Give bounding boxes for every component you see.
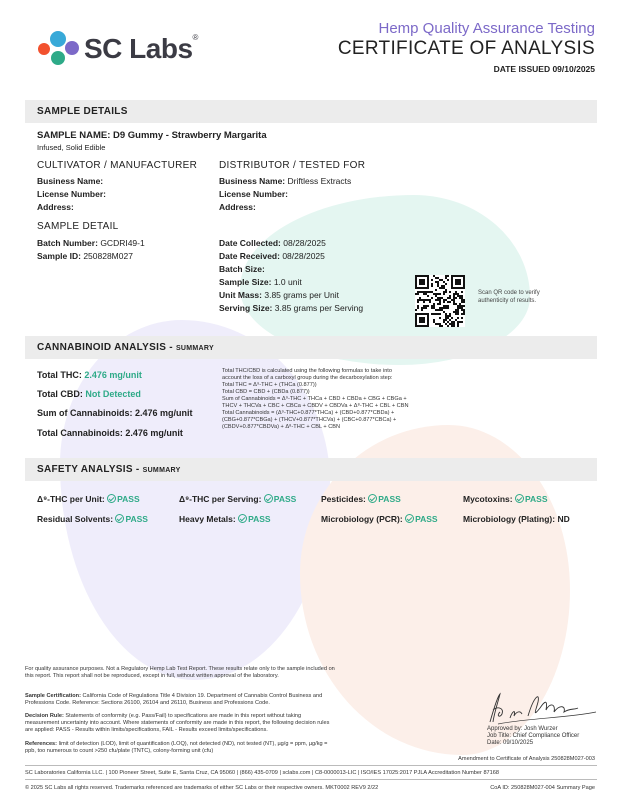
qr-code-pattern — [415, 275, 465, 327]
sample-detail-heading: SAMPLE DETAIL — [37, 221, 119, 232]
cannabinoid-formulas — [222, 368, 447, 431]
cannabinoid-band: CANNABINOID ANALYSIS - SUMMARY — [25, 336, 597, 359]
formula-line: (CBG+0.877*CBGa) + (THCV+0.877*THCVa) + (CBC+0.877*CBCa) + — [222, 417, 397, 423]
decision-rule: Decision Rule: Statements of conformity (e.g. Pass/Fail) to specifications are made in this report without taking measurement uncertainty into account. Where statements of conformity are made in this report, the following decision rules are applied: PASS - Results within limits/specifications, FAIL - Results exceed limits/specifications. — [25, 713, 330, 734]
formula-line: (CBDV+0.877*CBDVa) + Δ⁸-THC + CBL + CBN — [222, 424, 341, 430]
qr-verify-note: Scan QR code to verify authenticity of results. — [478, 290, 540, 304]
sc-labs-logo-mark — [36, 25, 82, 71]
signature-image — [478, 688, 608, 728]
sum-of-cannabinoids: Sum of Cannabinoids: 2.476 mg/unit — [37, 408, 193, 418]
signature-date: Date: 09/10/2025 — [487, 740, 534, 746]
cultivator-license: License Number: — [37, 189, 106, 199]
safety-pesticides: Pesticides: PASS — [321, 494, 401, 504]
safety-heavy-metals: Heavy Metals: PASS — [179, 514, 271, 524]
cultivator-business-name: Business Name: — [37, 176, 104, 186]
check-icon — [115, 514, 124, 523]
amendment-note: Amendment to Certificate of Analysis 250828M027-003 — [458, 756, 595, 762]
footer-divider — [25, 765, 597, 766]
document-header — [338, 20, 595, 74]
distributor-business-name: Business Name: Driftless Extracts — [219, 176, 352, 186]
date-issued: DATE ISSUED 09/10/2025 — [493, 64, 595, 74]
batch-size: Batch Size: — [219, 264, 265, 274]
sc-labs-logo — [36, 25, 206, 75]
logo-wordmark: SC Labs® — [84, 33, 198, 64]
batch-number: Batch Number: GCDRI49-1 — [37, 238, 145, 248]
total-cbd: Total CBD: Not Detected — [37, 389, 141, 399]
formula-line: Sum of Cannabinoids = Δ⁹-THC + THCa + CBD + CBDa + CBG + CBGa + — [222, 396, 407, 402]
copyright-line: © 2025 SC Labs all rights reserved. Trademarks referenced are trademarks of either SC Labs or their respective owners. MKT0002 REV9 2/22 — [25, 785, 379, 791]
unit-mass: Unit Mass: 3.85 grams per Unit — [219, 290, 340, 300]
document-subtitle: Hemp Quality Assurance Testing — [378, 20, 595, 37]
formula-line: Total THC/CBD is calculated using the following formulas to take into — [222, 368, 392, 374]
sample-id: Sample ID: 250828M027 — [37, 251, 133, 261]
safety-thc-per-serving: Δ⁹-THC per Serving: PASS — [179, 494, 297, 504]
date-received: Date Received: 08/28/2025 — [219, 251, 325, 261]
sample-details-band: SAMPLE DETAILS — [25, 100, 597, 123]
cultivator-heading: CULTIVATOR / MANUFACTURER — [37, 160, 198, 171]
total-thc: Total THC: 2.476 mg/unit — [37, 370, 142, 380]
qr-code[interactable] — [415, 275, 465, 327]
safety-band: SAFETY ANALYSIS - SUMMARY — [25, 458, 597, 481]
safety-residual-solvents: Residual Solvents: PASS — [37, 514, 148, 524]
safety-microbiology-pcr: Microbiology (PCR): PASS — [321, 514, 438, 524]
references: References: limit of detection (LOD), limit of quantification (LOQ), not detected (ND), not tested (NT), µg/g = ppm, µg/kg = ppb, too numerous to count >250 cfu/plate (TNTC), colony-forming unit (cfu) — [25, 741, 328, 755]
date-collected: Date Collected: 08/28/2025 — [219, 238, 326, 248]
cultivator-address: Address: — [37, 202, 74, 212]
check-icon — [368, 494, 377, 503]
formula-line: Total Cannabinoids = (Δ⁹-THC+0.877*THCa) + (CBD+0.877*CBDa) + — [222, 410, 395, 416]
lab-address-line: SC Laboratories California LLC. | 100 Pioneer Street, Suite E, Santa Cruz, CA 95060 | (866) 435-0709 | sclabs.com | C8-0000013-LIC | ISO/IES 17025:2017 PJLA Accreditation Number 87168 — [25, 770, 499, 776]
disclaimer: For quality assurance purposes. Not a Regulatory Hemp Lab Test Report. These results relate only to the sample included on this report. This report shall not be reproduced, except in full, without written approval of the laboratory. — [25, 666, 335, 680]
sample-name: SAMPLE NAME: D9 Gummy - Strawberry Margarita — [37, 130, 267, 141]
approved-by: Approved by: Josh Wurzer — [487, 726, 558, 732]
document-title: CERTIFICATE OF ANALYSIS — [337, 38, 595, 59]
check-icon — [405, 514, 414, 523]
serving-size: Serving Size: 3.85 grams per Serving — [219, 303, 364, 313]
total-cannabinoids: Total Cannabinoids: 2.476 mg/unit — [37, 428, 183, 438]
distributor-address: Address: — [219, 202, 256, 212]
safety-microbiology-plating: Microbiology (Plating): ND — [463, 514, 570, 524]
distributor-heading: DISTRIBUTOR / TESTED FOR — [219, 160, 366, 171]
check-icon — [264, 494, 273, 503]
distributor-license: License Number: — [219, 189, 288, 199]
formula-line: Total THC = Δ⁹-THC + (THCa (0.877)) — [222, 382, 317, 388]
formula-line: THCV + THCVa + CBC + CBCa + CBDV + CBDVa + Δ⁸-THC + CBL + CBN — [222, 403, 409, 409]
coa-id: CoA ID: 250828M027-004 Summary Page — [490, 785, 595, 791]
check-icon — [515, 494, 524, 503]
formula-line: Total CBD = CBD + (CBDa (0.877)) — [222, 389, 310, 395]
sample-size: Sample Size: 1.0 unit — [219, 277, 302, 287]
safety-mycotoxins: Mycotoxins: PASS — [463, 494, 548, 504]
signature-block — [487, 726, 579, 747]
check-icon — [107, 494, 116, 503]
check-icon — [238, 514, 247, 523]
footer-divider — [25, 779, 597, 780]
formula-line: account the loss of a carboxyl group during the decarboxylation step: — [222, 375, 393, 381]
sample-type: Infused, Solid Edible — [37, 143, 106, 152]
job-title: Job Title: Chief Compliance Officer — [487, 733, 580, 739]
sample-certification: Sample Certification: California Code of Regulations Title 4 Division 19. Department of Cannabis Control Business and Professions Code. Reference: Sections 26100, 26104 and 26110, Business and Professions Code. — [25, 693, 323, 707]
safety-thc-per-unit: Δ⁹-THC per Unit: PASS — [37, 494, 140, 504]
